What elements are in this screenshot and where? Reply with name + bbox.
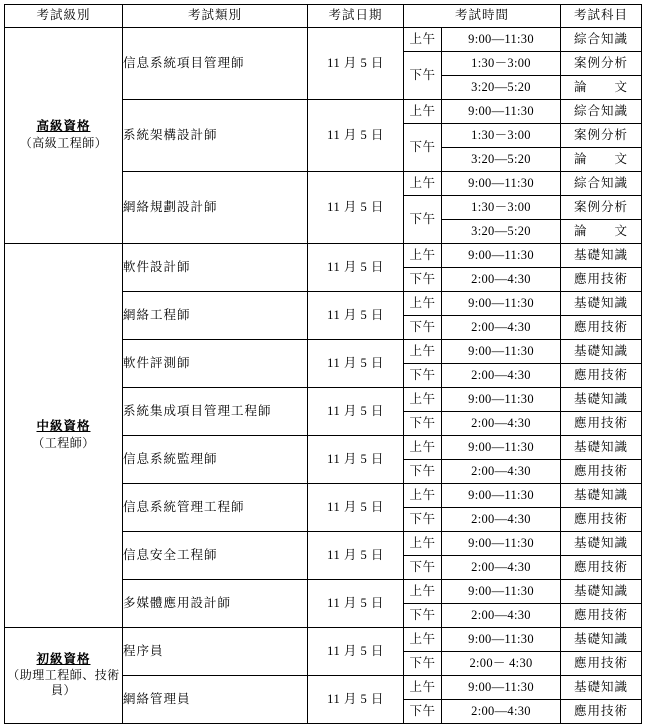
session-subject-cell: 綜合知識 <box>561 28 642 52</box>
session-period-cell: 下午 <box>404 412 442 436</box>
category-cell: 信息安全工程師 <box>123 532 308 580</box>
session-subject-cell: 基礎知識 <box>561 676 642 700</box>
session-period-cell: 上午 <box>404 244 442 268</box>
session-period-cell: 下午 <box>404 52 442 100</box>
session-subject-cell: 應用技術 <box>561 460 642 484</box>
category-cell: 軟件設計師 <box>123 244 308 292</box>
date-cell: 11 月 5 日 <box>308 580 404 628</box>
category-cell: 軟件評測師 <box>123 340 308 388</box>
session-period-cell: 上午 <box>404 340 442 364</box>
session-time-cell: 9:00—11:30 <box>442 100 561 124</box>
session-subject-cell: 綜合知識 <box>561 172 642 196</box>
table-header <box>5 5 642 28</box>
category-cell: 系統集成項目管理工程師 <box>123 388 308 436</box>
date-cell: 11 月 5 日 <box>308 628 404 676</box>
date-cell: 11 月 5 日 <box>308 484 404 532</box>
session-subject-cell: 基礎知識 <box>561 292 642 316</box>
session-time-cell: 9:00—11:30 <box>442 580 561 604</box>
session-subject-cell: 基礎知識 <box>561 628 642 652</box>
session-time-cell: 2:00—4:30 <box>442 460 561 484</box>
header-cell-date: 考試日期 <box>308 5 404 28</box>
date-cell: 11 月 5 日 <box>308 172 404 244</box>
session-period-cell: 上午 <box>404 388 442 412</box>
session-subject-cell: 應用技術 <box>561 412 642 436</box>
session-subject-cell: 基礎知識 <box>561 244 642 268</box>
date-cell: 11 月 5 日 <box>308 28 404 100</box>
category-cell: 信息系統項目管理師 <box>123 28 308 100</box>
level-title: 中級資格 <box>36 419 91 434</box>
level-cell <box>5 244 123 628</box>
session-time-cell: 2:00—4:30 <box>442 508 561 532</box>
session-time-cell: 2:00—4:30 <box>442 316 561 340</box>
session-subject-cell: 應用技術 <box>561 604 642 628</box>
session-period-cell: 上午 <box>404 676 442 700</box>
session-time-cell: 9:00—11:30 <box>442 244 561 268</box>
session-period-cell: 上午 <box>404 580 442 604</box>
session-subject-cell: 應用技術 <box>561 508 642 532</box>
session-period-cell: 上午 <box>404 28 442 52</box>
session-time-cell: 2:00—4:30 <box>442 556 561 580</box>
header-cell-level: 考試級別 <box>5 5 123 28</box>
session-subject-cell: 案例分析 <box>561 124 642 148</box>
session-period-cell: 上午 <box>404 436 442 460</box>
exam-schedule-table <box>4 4 642 724</box>
category-cell: 系統架構設計師 <box>123 100 308 172</box>
category-cell: 網絡規劃設計師 <box>123 172 308 244</box>
session-subject-cell: 案例分析 <box>561 196 642 220</box>
session-time-cell: 9:00—11:30 <box>442 172 561 196</box>
session-time-cell: 9:00—11:30 <box>442 340 561 364</box>
session-subject-cell: 基礎知識 <box>561 340 642 364</box>
table-body <box>5 28 642 724</box>
session-period-cell: 上午 <box>404 484 442 508</box>
header-row <box>5 5 642 28</box>
category-cell: 網絡管理員 <box>123 676 308 724</box>
session-time-cell: 2:00—4:30 <box>442 604 561 628</box>
date-cell: 11 月 5 日 <box>308 340 404 388</box>
session-time-cell: 9:00—11:30 <box>442 676 561 700</box>
session-subject-cell: 論 文 <box>561 148 642 172</box>
date-cell: 11 月 5 日 <box>308 436 404 484</box>
session-time-cell: 9:00—11:30 <box>442 436 561 460</box>
session-period-cell: 下午 <box>404 460 442 484</box>
header-cell-subject: 考試科目 <box>561 5 642 28</box>
header-cell-category: 考試類別 <box>123 5 308 28</box>
session-time-cell: 2:00—4:30 <box>442 412 561 436</box>
session-period-cell: 下午 <box>404 196 442 244</box>
session-time-cell: 9:00—11:30 <box>442 28 561 52</box>
session-subject-cell: 應用技術 <box>561 556 642 580</box>
session-period-cell: 上午 <box>404 532 442 556</box>
session-period-cell: 下午 <box>404 268 442 292</box>
level-subtitle: （高級工程師） <box>19 135 108 150</box>
session-time-cell: 9:00—11:30 <box>442 628 561 652</box>
session-time-cell: 2:00—4:30 <box>442 268 561 292</box>
session-subject-cell: 應用技術 <box>561 652 642 676</box>
session-period-cell: 上午 <box>404 100 442 124</box>
date-cell: 11 月 5 日 <box>308 532 404 580</box>
session-time-cell: 2:00—4:30 <box>442 700 561 724</box>
session-period-cell: 下午 <box>404 364 442 388</box>
session-subject-cell: 應用技術 <box>561 364 642 388</box>
table-row <box>5 244 642 268</box>
date-cell: 11 月 5 日 <box>308 100 404 172</box>
level-title: 初級資格 <box>36 651 91 666</box>
session-period-cell: 下午 <box>404 556 442 580</box>
session-time-cell: 9:00—11:30 <box>442 292 561 316</box>
session-subject-cell: 基礎知識 <box>561 532 642 556</box>
session-time-cell: 1:30－3:00 <box>442 196 561 220</box>
header-cell-time: 考試時間 <box>404 5 561 28</box>
session-period-cell: 上午 <box>404 628 442 652</box>
date-cell: 11 月 5 日 <box>308 388 404 436</box>
session-period-cell: 下午 <box>404 508 442 532</box>
session-time-cell: 2:00—4:30 <box>442 364 561 388</box>
session-period-cell: 上午 <box>404 292 442 316</box>
date-cell: 11 月 5 日 <box>308 676 404 724</box>
table-row <box>5 628 642 652</box>
session-subject-cell: 論 文 <box>561 76 642 100</box>
category-cell: 信息系統監理師 <box>123 436 308 484</box>
session-subject-cell: 基礎知識 <box>561 484 642 508</box>
category-cell: 網絡工程師 <box>123 292 308 340</box>
exam-schedule-page <box>0 4 647 718</box>
session-subject-cell: 基礎知識 <box>561 580 642 604</box>
date-cell: 11 月 5 日 <box>308 244 404 292</box>
session-subject-cell: 應用技術 <box>561 700 642 724</box>
session-period-cell: 下午 <box>404 700 442 724</box>
session-time-cell: 1:30－3:00 <box>442 52 561 76</box>
session-time-cell: 3:20—5:20 <box>442 148 561 172</box>
table-row <box>5 28 642 52</box>
session-period-cell: 下午 <box>404 652 442 676</box>
session-period-cell: 下午 <box>404 604 442 628</box>
session-subject-cell: 案例分析 <box>561 52 642 76</box>
level-subtitle: （助理工程師、技術員） <box>7 668 120 698</box>
level-subtitle: （工程師） <box>32 435 95 450</box>
session-time-cell: 3:20—5:20 <box>442 220 561 244</box>
session-time-cell: 3:20—5:20 <box>442 76 561 100</box>
session-time-cell: 9:00—11:30 <box>442 484 561 508</box>
category-cell: 信息系統管理工程師 <box>123 484 308 532</box>
session-subject-cell: 基礎知識 <box>561 436 642 460</box>
category-cell: 程序員 <box>123 628 308 676</box>
level-cell <box>5 628 123 724</box>
session-subject-cell: 基礎知識 <box>561 388 642 412</box>
session-subject-cell: 論 文 <box>561 220 642 244</box>
session-subject-cell: 應用技術 <box>561 316 642 340</box>
session-subject-cell: 綜合知識 <box>561 100 642 124</box>
level-title: 高級資格 <box>36 119 91 134</box>
session-period-cell: 上午 <box>404 172 442 196</box>
category-cell: 多媒體應用設計師 <box>123 580 308 628</box>
level-cell <box>5 28 123 244</box>
session-time-cell: 2:00－ 4:30 <box>442 652 561 676</box>
session-time-cell: 1:30－3:00 <box>442 124 561 148</box>
session-subject-cell: 應用技術 <box>561 268 642 292</box>
session-period-cell: 下午 <box>404 124 442 172</box>
session-time-cell: 9:00—11:30 <box>442 532 561 556</box>
date-cell: 11 月 5 日 <box>308 292 404 340</box>
session-period-cell: 下午 <box>404 316 442 340</box>
session-time-cell: 9:00—11:30 <box>442 388 561 412</box>
